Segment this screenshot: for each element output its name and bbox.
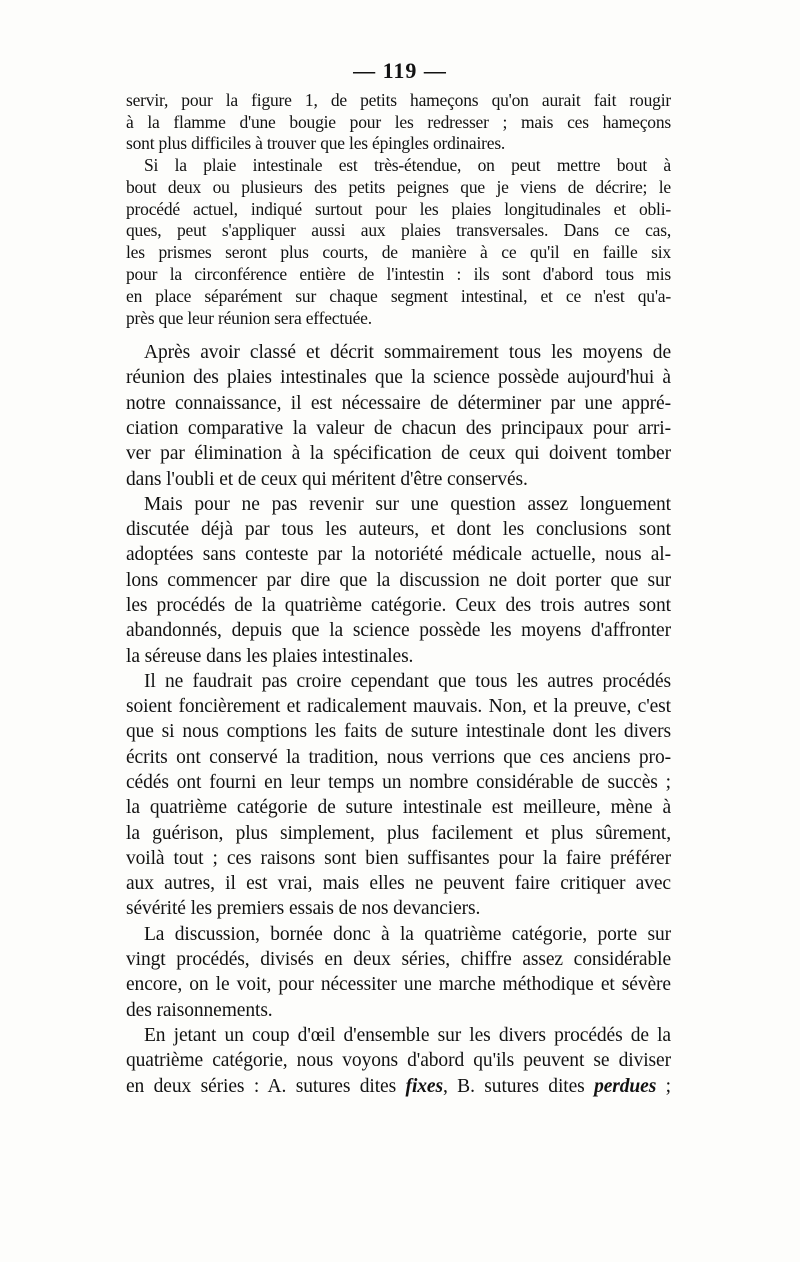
text-line: servir, pour la figure 1, de petits hameçons qu'on aurait fait rougir bbox=[126, 91, 671, 110]
text-line: les procédés de la quatrième catégorie. Ceux des trois autres sont bbox=[126, 595, 671, 616]
text-line bbox=[126, 1075, 671, 1099]
text-line: Mais pour ne pas revenir sur une question assez longuement bbox=[144, 494, 671, 515]
text-line: Si la plaie intestinale est très-étendue, on peut mettre bout à bbox=[144, 156, 671, 175]
text-span: , B. sutures dites bbox=[442, 1076, 595, 1097]
text-line: que si nous comptions les faits de suture intestinale dont les divers bbox=[126, 721, 671, 742]
text-line: vingt procédés, divisés en deux séries, chiffre assez considérable bbox=[126, 949, 671, 970]
text-line: adoptées sans conteste par la notoriété médicale actuelle, nous al- bbox=[126, 544, 671, 565]
text-line: dans l'oubli et de ceux qui méritent d'être conservés. bbox=[126, 469, 528, 490]
text-line: quatrième catégorie, nous voyons d'abord qu'ils peuvent se diviser bbox=[126, 1050, 671, 1071]
text-line: ques, peut s'appliquer aussi aux plaies transversales. Dans ce cas, bbox=[126, 221, 671, 240]
text-line: abandonnés, depuis que la science possède les moyens d'affronter bbox=[126, 620, 671, 641]
text-line: des raisonnements. bbox=[126, 1000, 273, 1021]
text-line: bout deux ou plusieurs des petits peignes que je viens de décrire; le bbox=[126, 178, 671, 197]
text-line: aux autres, il est vrai, mais elles ne peuvent faire critiquer avec bbox=[126, 873, 671, 894]
italic-term-fixes: fixes bbox=[405, 1076, 443, 1097]
text-line: ciation comparative la valeur de chacun des principaux pour arri- bbox=[126, 418, 671, 439]
text-line: soient foncièrement et radicalement mauvais. Non, et la preuve, c'est bbox=[126, 696, 671, 717]
text-line: Il ne faudrait pas croire cependant que tous les autres procédés bbox=[144, 671, 671, 692]
text-line: encore, on le voit, pour nécessiter une marche méthodique et sévère bbox=[126, 974, 671, 995]
text-line: écrits ont conservé la tradition, nous verrions que ces anciens pro- bbox=[126, 747, 671, 768]
text-line: notre connaissance, il est nécessaire de déterminer par une appré- bbox=[126, 393, 671, 414]
text-line: réunion des plaies intestinales que la science possède aujourd'hui à bbox=[126, 367, 671, 388]
italic-term-perdues: perdues bbox=[594, 1076, 657, 1097]
text-line: Après avoir classé et décrit sommairement tous les moyens de bbox=[144, 342, 671, 363]
text-line: en place séparément sur chaque segment intestinal, et ce n'est qu'a- bbox=[126, 287, 671, 306]
text-line: La discussion, bornée donc à la quatrième catégorie, porte sur bbox=[144, 924, 671, 945]
text-line: les prismes seront plus courts, de manière à ce qu'il en faille six bbox=[126, 243, 671, 262]
text-line: la quatrième catégorie de suture intestinale est meilleure, mène à bbox=[126, 797, 671, 818]
page-number: — 119 — bbox=[353, 58, 447, 83]
text-line: près que leur réunion sera effectuée. bbox=[126, 309, 372, 328]
text-span: ; bbox=[656, 1076, 671, 1097]
text-line: lons commencer par dire que la discussion ne doit porter que sur bbox=[126, 570, 671, 591]
text-line: sont plus difficiles à trouver que les épingles ordinaires. bbox=[126, 134, 506, 153]
text-line: sévérité les premiers essais de nos devanciers. bbox=[126, 898, 481, 919]
text-line: la guérison, plus simplement, plus facilement et plus sûrement, bbox=[126, 823, 671, 844]
text-line: discutée déjà par tous les auteurs, et dont les conclusions sont bbox=[126, 519, 671, 540]
text-line: pour la circonférence entière de l'intestin : ils sont d'abord tous mis bbox=[126, 265, 671, 284]
text-line: ver par élimination à la spécification de ceux qui doivent tomber bbox=[126, 443, 671, 464]
text-line: En jetant un coup d'œil d'ensemble sur les divers procédés de la bbox=[144, 1025, 671, 1046]
text-line: à la flamme d'une bougie pour les redresser ; mais ces hameçons bbox=[126, 113, 671, 132]
text-line: la séreuse dans les plaies intestinales. bbox=[126, 646, 414, 667]
text-span: en deux séries : A. sutures dites bbox=[126, 1076, 406, 1097]
text-line: procédé actuel, indiqué surtout pour les plaies longitudinales et obli- bbox=[126, 200, 671, 219]
text-line: voilà tout ; ces raisons sont bien suffisantes pour la faire préférer bbox=[126, 848, 671, 869]
text-line: cédés ont fourni en leur temps un nombre considérable de succès ; bbox=[126, 772, 671, 793]
